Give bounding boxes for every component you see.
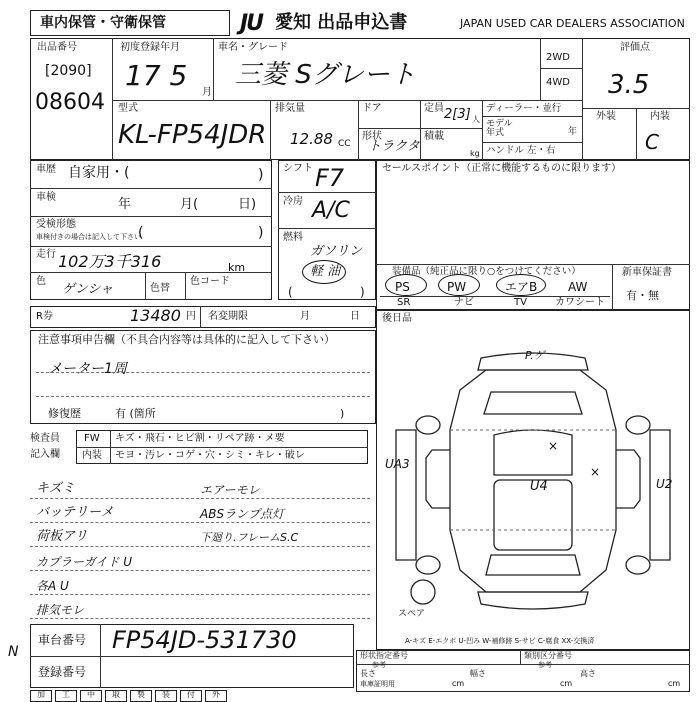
diagram-right-mark: U2: [656, 477, 673, 491]
registration-month-unit: 月: [202, 87, 212, 98]
inspector-note-1: キズミ: [36, 481, 75, 496]
recycle-block: [30, 306, 376, 328]
in-label: 内装: [82, 450, 102, 461]
spec-label: 形状指定番号: [360, 651, 408, 660]
inspection-month: 月(: [180, 197, 199, 212]
ju-logo: JU: [240, 11, 263, 36]
cert-label: 車庫証明用: [360, 680, 395, 688]
capacity-unit: 人: [472, 115, 480, 124]
equip-pw: PW: [447, 280, 467, 294]
cm-3: cm: [668, 679, 681, 688]
inspection-day: 日): [238, 197, 257, 212]
cm-1: cm: [452, 679, 465, 688]
diagram-x-mark-2: ×: [590, 465, 601, 479]
shift-label: シフト: [283, 163, 313, 174]
score-label: 評価点: [620, 42, 650, 53]
width-label: 幅さ: [470, 669, 486, 678]
inspector-note-5: 各A U: [36, 579, 69, 593]
drive-4wd: 4WD: [546, 77, 570, 88]
registration-value: 17 5: [125, 59, 188, 92]
inspector-note-3: 荷板アリ: [36, 529, 88, 544]
equip-pw-circle: [438, 274, 480, 296]
diagram-x-mark: ×: [548, 439, 559, 453]
interior-value: C: [645, 130, 659, 154]
displacement-label: 排気量: [275, 103, 305, 114]
registration-label: 初度登録年月: [120, 42, 180, 53]
inspector-note-r1: エアーモレ: [200, 483, 260, 497]
lot-number-top: [2090]: [45, 63, 92, 79]
car-name-label: 車名・グレード: [218, 42, 288, 53]
door-label: ドア: [362, 103, 382, 114]
fuel-label: 燃料: [283, 232, 303, 243]
bottom-label-2: 工: [55, 690, 77, 702]
inspector-note-2: バッテリーメ: [36, 505, 114, 520]
fw-items: キズ・飛石・ヒビ割・リペア跡・メ要: [115, 433, 285, 444]
notes-label: 注意事項申告欄（不具合内容等は具体的に記入して下さい）: [38, 333, 335, 346]
shift-value: F7: [315, 164, 345, 192]
history-close: ): [258, 167, 264, 183]
car-name-value: 三菱 Sグレート: [235, 60, 416, 90]
cm-2: cm: [560, 679, 573, 688]
inspector-label: 検査員: [30, 433, 60, 444]
aircon-label: 冷房: [283, 196, 303, 207]
mileage-label: 走行: [36, 249, 56, 260]
history-block: [30, 160, 272, 300]
warranty-label: 新車保証書: [622, 267, 672, 278]
equip-airbag: エアB: [505, 280, 538, 294]
color-label: 色: [36, 276, 46, 287]
displacement-value: 12.88: [290, 130, 333, 148]
equip-ps: PS: [395, 280, 410, 294]
spec-ref: 参考: [372, 661, 386, 669]
acceptance-note: 車検付きの場合は記入して下さい: [36, 233, 141, 241]
capacity-label: 定員: [424, 103, 444, 114]
bottom-label-4: 取: [105, 690, 127, 702]
inspection-year: 年: [118, 197, 132, 212]
drive-2wd: 2WD: [546, 52, 570, 63]
form-title: 愛知 出品申込書: [275, 12, 408, 33]
color-change: 色替: [150, 283, 170, 294]
equip-sr: SR: [397, 297, 411, 308]
aircon-value: A/C: [312, 198, 350, 223]
acceptance-open: (: [138, 225, 144, 241]
year-unit: 年: [568, 127, 578, 137]
fuel-open: (: [288, 285, 293, 299]
displacement-unit: CC: [338, 139, 351, 149]
name-change-month: 月: [300, 311, 310, 322]
equip-tv: TV: [514, 297, 527, 308]
exterior-label: 外装: [596, 111, 616, 122]
load-unit: kg: [470, 149, 480, 158]
acceptance-close: ): [258, 225, 264, 241]
bottom-label-8: 外: [205, 690, 227, 702]
height-label: 高さ: [580, 669, 596, 678]
bottom-label-6: 装: [155, 690, 177, 702]
inspector-note-r2: ABSランプ点灯: [200, 507, 285, 521]
warranty-options: 有・無: [626, 289, 659, 302]
inspector-note-6: 排気モレ: [36, 603, 85, 617]
name-change-day: 日: [350, 311, 360, 322]
diagram-top-label: P.ゲ: [525, 349, 545, 362]
repair-label: 修復歴: [48, 407, 81, 420]
history-value: 自家用・(: [68, 165, 130, 181]
color-value: ゲンシャ: [62, 282, 114, 297]
mileage-value: 102万3千316: [58, 252, 162, 271]
dealer-import: ディーラー・並行: [486, 103, 562, 114]
equip-seat: カワシート: [555, 297, 605, 308]
fw-label: FW: [84, 433, 100, 444]
bottom-label-1: 加: [30, 690, 52, 702]
name-change-label: 名変期限: [208, 311, 248, 322]
bottom-labels: [30, 690, 360, 700]
inspection-label: 車検: [36, 192, 56, 203]
bottom-label-5: 製: [130, 690, 152, 702]
fuel-value-2: 軽 油: [310, 264, 341, 279]
remarks-label: 後日品: [382, 313, 412, 324]
color-code-label: 色コード: [190, 276, 230, 287]
handle: ハンドル 左・右: [486, 145, 556, 156]
length-label: 長さ: [360, 669, 376, 678]
history-label: 車歴: [36, 164, 56, 175]
diagram-legend: A-キズ E-エクボ U-凹み W-補修跡 S-サビ C-腐食 XX-交換済: [405, 637, 595, 645]
fuel-value: ガソリン: [310, 244, 363, 259]
model-value: KL-FP54JDR: [118, 120, 267, 150]
recycle-label: R券: [36, 311, 53, 322]
inspector-note-r3: 下廻り.フレームS.C: [200, 531, 299, 544]
capacity-value: 2[3]: [444, 107, 471, 122]
acceptance-label: 受検形態: [36, 219, 76, 230]
chassis-label: 車台番号: [38, 633, 87, 647]
recycle-value: 13480: [130, 306, 181, 325]
shape-value: トラクタ: [368, 139, 420, 154]
spare-label: スペア: [398, 609, 426, 619]
association-name: JAPAN USED CAR DEALERS ASSOCIATION: [460, 17, 685, 30]
repair-close: ): [340, 407, 345, 420]
equip-ps-circle: [385, 274, 427, 296]
load-label: 積載: [424, 131, 444, 142]
chassis-value: FP54JD-531730: [112, 626, 297, 654]
lot-label: 出品番号: [37, 42, 77, 53]
mileage-unit: km: [228, 261, 246, 274]
equipment-label: 装備品（純正品に限り○をつけてください）: [392, 266, 581, 277]
equip-airbag-circle: [496, 274, 546, 296]
class-label: 類別区分番号: [524, 651, 572, 660]
reg-number-label: 登録番号: [38, 665, 87, 679]
interior-label: 内装: [650, 111, 670, 122]
lot-number: 08604: [35, 90, 105, 115]
in-items: モヨ・汚レ・コゲ・穴・シミ・キレ・破レ: [115, 450, 305, 461]
bottom-label-3: 中: [80, 690, 102, 702]
equip-aw: AW: [568, 280, 588, 294]
diagram-center-mark: U4: [530, 479, 548, 494]
sales-point-label: セールスポイント（正常に機能するものに限ります）: [382, 163, 622, 174]
model-label: 型式: [118, 103, 138, 114]
shape-label: 形状: [362, 131, 382, 142]
score-value: 3.5: [608, 70, 650, 100]
fuel-close: ): [360, 285, 365, 299]
diagram-left-mark: UA3: [385, 457, 410, 471]
model-year: モデル 年式: [486, 119, 513, 138]
storage-label: 車内保管・守衛保管: [40, 15, 166, 31]
repair-value: 有 (箇所: [115, 407, 156, 420]
inspector-note-4: カプラーガイド U: [36, 555, 132, 569]
bottom-label-7: 付: [180, 690, 202, 702]
notes-line-1: メーター1周: [48, 361, 127, 377]
side-mark: N: [8, 644, 19, 660]
recycle-unit: 円: [186, 311, 196, 322]
inspector-label-2: 記入欄: [30, 449, 60, 460]
equip-navi: ナビ: [454, 297, 474, 308]
class-ref: 参考: [538, 661, 552, 669]
